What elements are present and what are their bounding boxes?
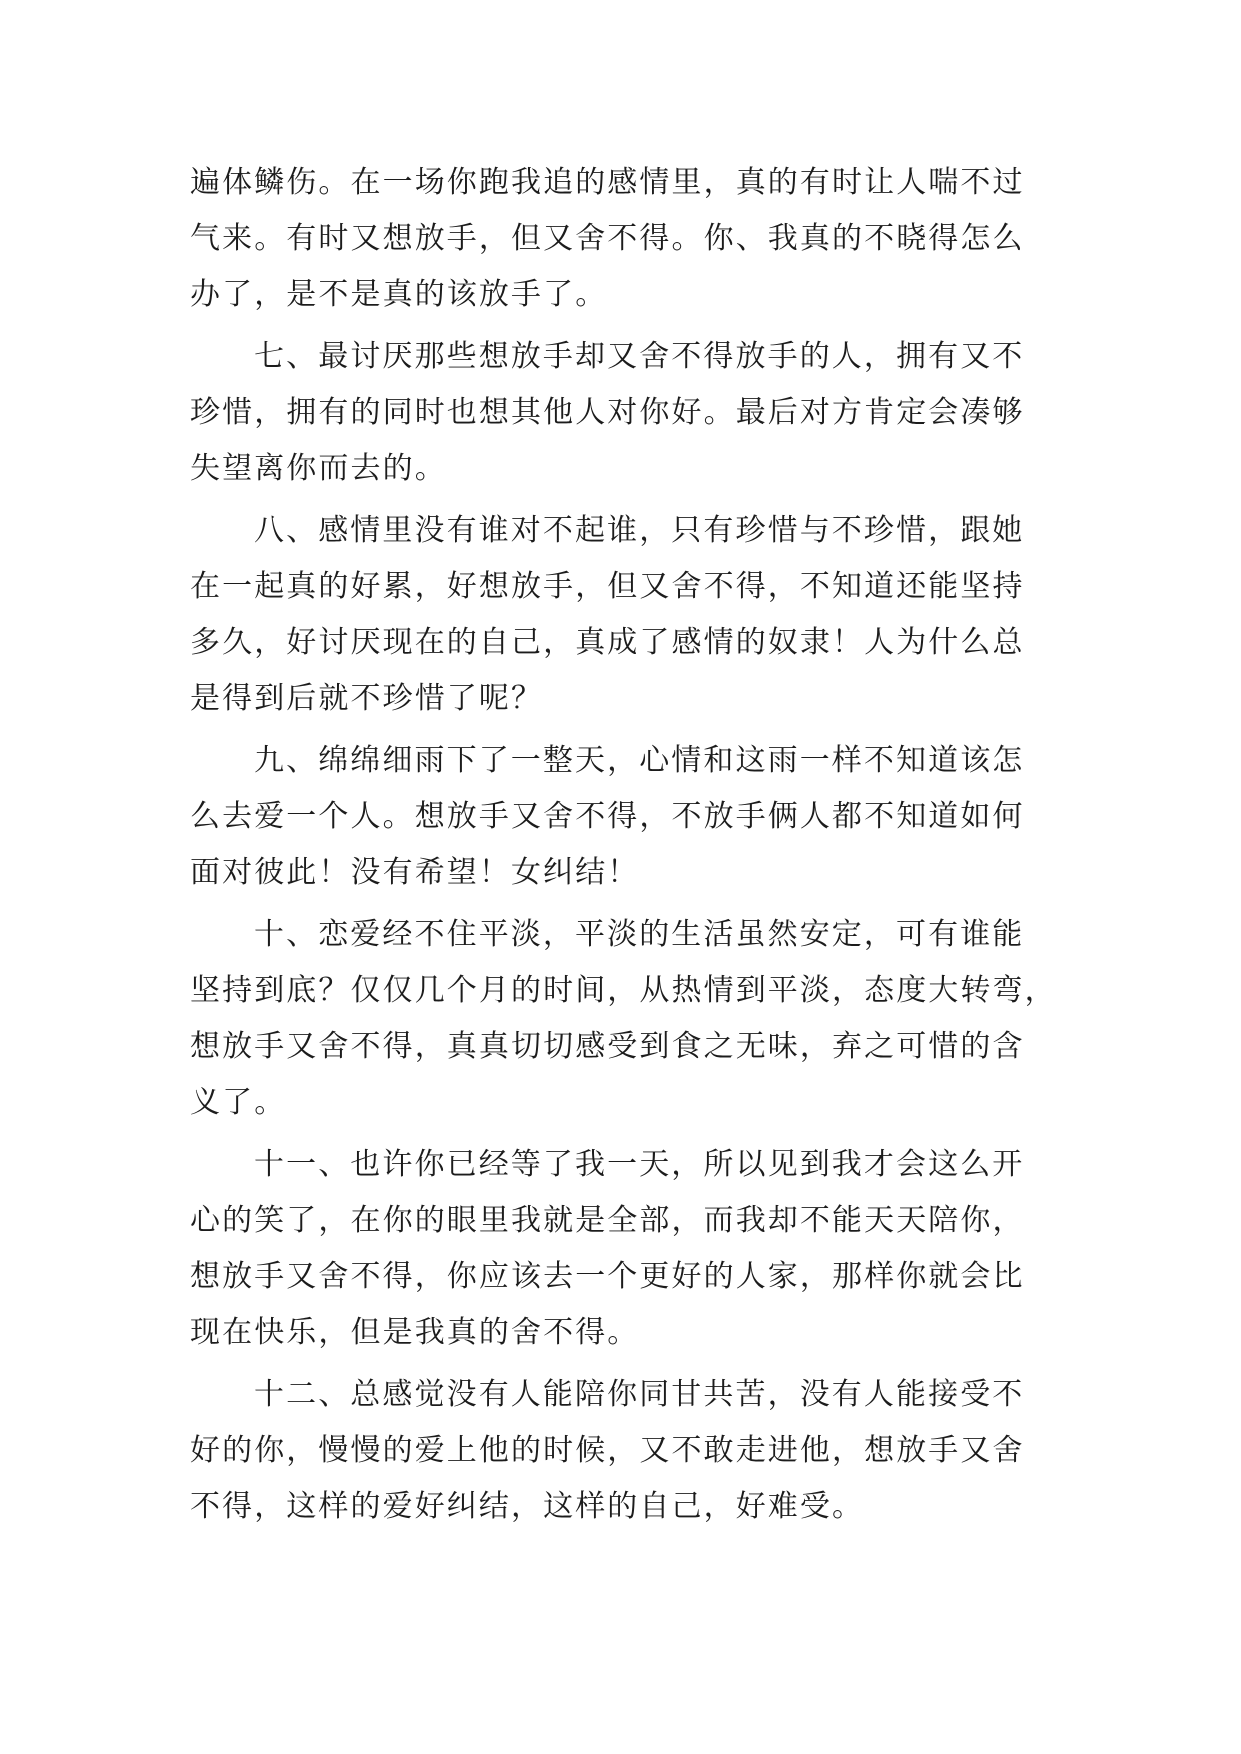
text-line: 九、绵绵细雨下了一整天，心情和这雨一样不知道该怎 (254, 743, 1025, 778)
text-line: 七、最讨厌那些想放手却又舍不得放手的人，拥有又不 (254, 339, 1025, 374)
text-line: 十、恋爱经不住平淡，平淡的生活虽然安定，可有谁能 (254, 917, 1025, 952)
text-line: 十一、也许你已经等了我一天，所以见到我才会这么开 (254, 1147, 1025, 1182)
paragraph (190, 329, 1052, 497)
text-line: 遍体鳞伤。在一场你跑我追的感情里，真的有时让人喘不过 (190, 165, 1025, 200)
text-line: 义了。 (190, 1085, 287, 1120)
text-line: 办了，是不是真的该放手了。 (190, 277, 608, 312)
text-line: 想放手又舍不得，你应该去一个更好的人家，那样你就会比 (190, 1259, 1025, 1294)
paragraph (190, 733, 1052, 901)
text-line: 八、感情里没有谁对不起谁，只有珍惜与不珍惜，跟她 (254, 513, 1025, 548)
text-line: 现在快乐，但是我真的舍不得。 (190, 1315, 640, 1350)
document-body (190, 155, 1057, 1535)
text-line: 想放手又舍不得，真真切切感受到食之无味，弃之可惜的含 (190, 1029, 1025, 1064)
text-line: 十二、总感觉没有人能陪你同甘共苦，没有人能接受不 (254, 1377, 1025, 1412)
paragraph (190, 155, 1052, 323)
text-line: 在一起真的好累，好想放手，但又舍不得，不知道还能坚持 (190, 569, 1025, 604)
paragraph (190, 1367, 1052, 1535)
text-line: 坚持到底？仅仅几个月的时间，从热情到平淡，态度大转弯， (190, 973, 1057, 1008)
text-line: 不得，这样的爱好纠结，这样的自己，好难受。 (190, 1489, 865, 1524)
text-line: 么去爱一个人。想放手又舍不得，不放手俩人都不知道如何 (190, 799, 1025, 834)
text-line: 珍惜，拥有的同时也想其他人对你好。最后对方肯定会凑够 (190, 395, 1025, 430)
paragraph (190, 907, 1057, 1131)
text-line: 是得到后就不珍惜了呢？ (190, 681, 544, 716)
text-line: 多久，好讨厌现在的自己，真成了感情的奴隶！人为什么总 (190, 625, 1025, 660)
paragraph (190, 503, 1052, 727)
paragraph (190, 1137, 1052, 1361)
text-line: 失望离你而去的。 (190, 451, 447, 486)
text-line: 心的笑了，在你的眼里我就是全部，而我却不能天天陪你， (190, 1203, 1025, 1238)
text-line: 面对彼此！没有希望！女纠结！ (190, 855, 640, 890)
text-line: 气来。有时又想放手，但又舍不得。你、我真的不晓得怎么 (190, 221, 1025, 256)
text-line: 好的你，慢慢的爱上他的时候，又不敢走进他，想放手又舍 (190, 1433, 1025, 1468)
